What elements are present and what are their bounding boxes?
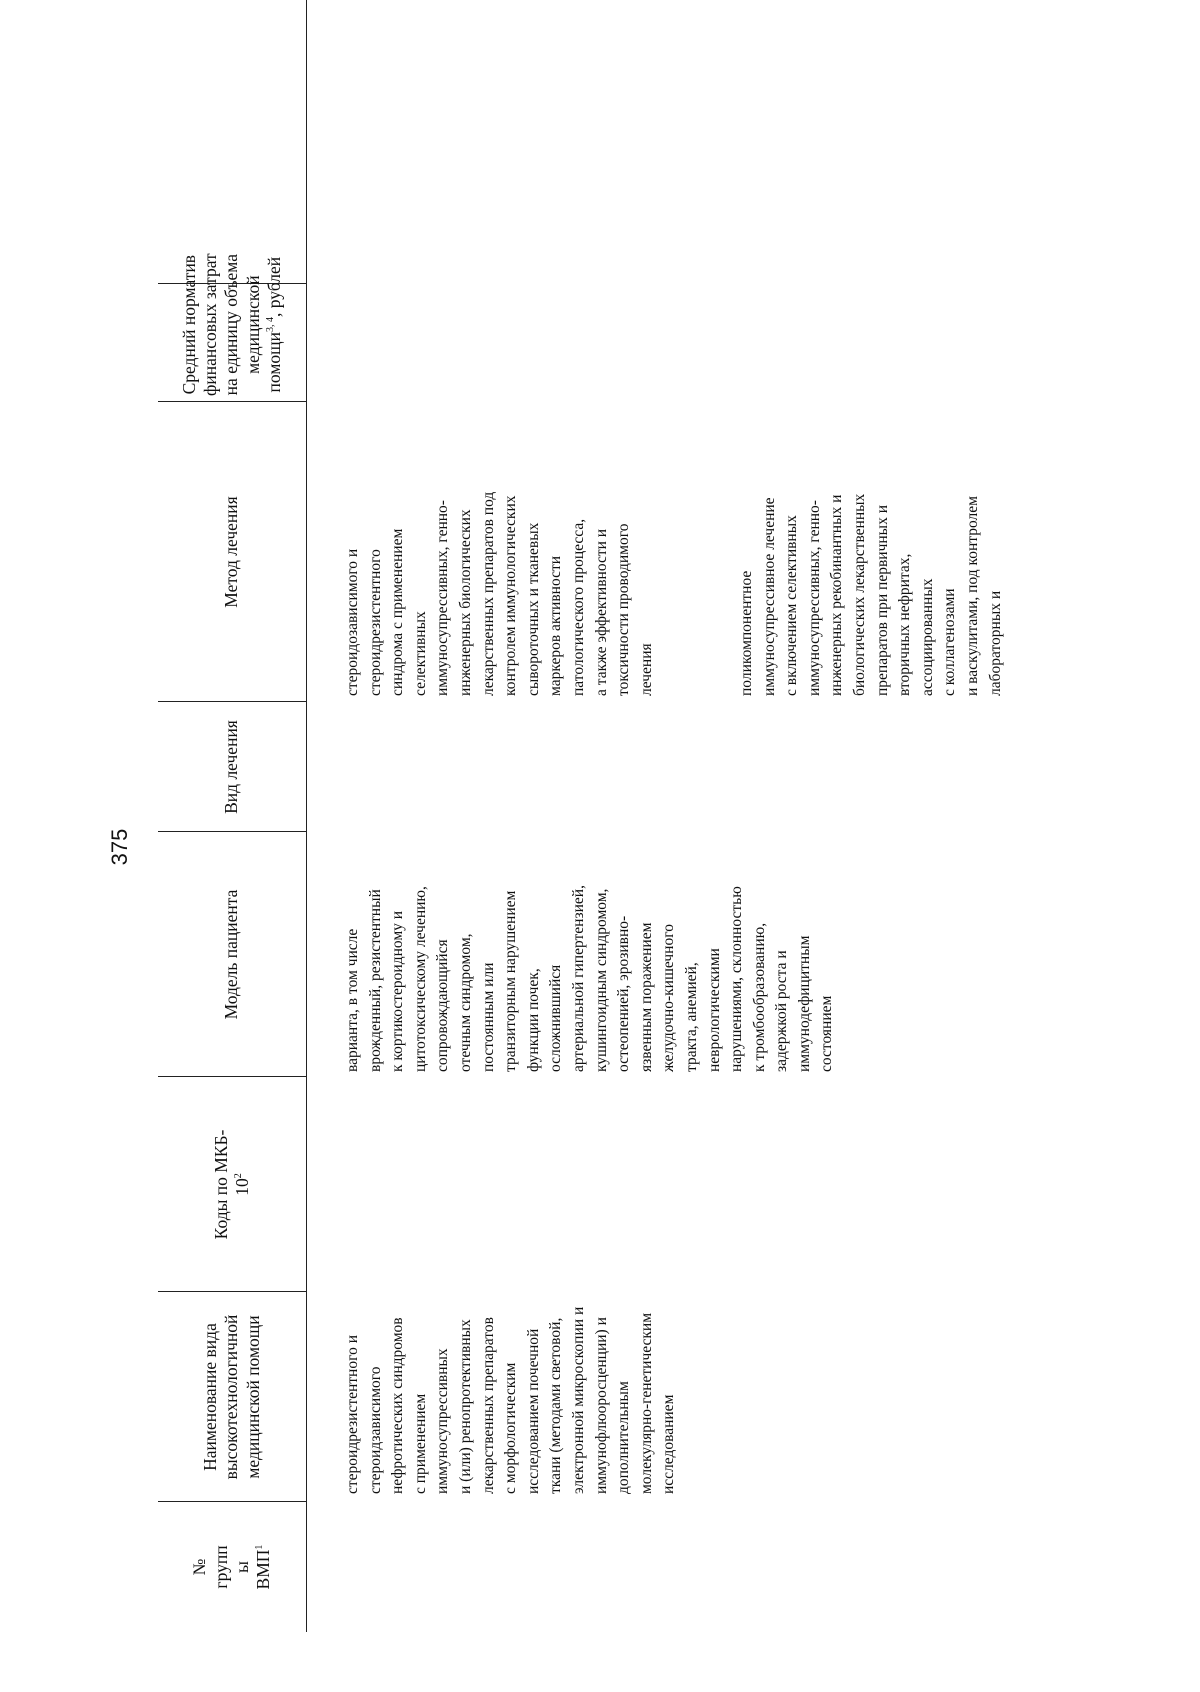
header-cost-text: Средний норматив финансовых затрат на единицу объема медицинской помощи: [178, 253, 285, 396]
header-name-text: Наименование вида высокотехнологичной медицинской помощи: [199, 1314, 263, 1480]
header-patient-model: [158, 832, 306, 1077]
header-treatment-type: [158, 702, 306, 832]
header-name: [158, 1292, 306, 1502]
header-patient-model-text: Модель пациента: [221, 889, 242, 1020]
header-cost-tail: , рублей: [264, 256, 285, 317]
header-treatment-type-text: Вид лечения: [221, 720, 242, 814]
header-bottom-line: [306, 0, 307, 1632]
header-group-no-text: № групп ы ВМП: [189, 1545, 274, 1590]
cell-name: стероидрезистентного и стероидзависимого нефротических синдромов с применением иммуносупрессивных и (или) ренопротективных лекарственных препаратов с морфологическим исследованием почечной ткани (методами световой, электронной микроскопии и иммунофлюоросценции) и дополнительным молекулярно-генетическим исследованием: [344, 1306, 678, 1494]
header-group-no-sup: 1: [254, 1544, 266, 1550]
header-group-no: [158, 1502, 306, 1632]
cell-method-2: поликомпонентное иммуносупрессивное лечение с включением селективных иммуносупрессивных, генно- инженерных рекобинантных и биологических лекарственных препаратов при первичных и вторичных нефритах, ассоциированных с коллагенозами и васкулитами, под контролем лабораторных и: [738, 493, 1004, 696]
header-treatment-method: [158, 402, 306, 702]
header-codes: [158, 1077, 306, 1292]
header-cost: [158, 206, 306, 402]
cell-method-1: стероидозависимого и стероидрезистентного синдрома с применением селективных иммуносупрессивных, генно- инженерных биологических лекарственных препаратов под контролем иммунологических сывороточных и тканевых маркеров активности патологического процесса, а также эффективности и токсичности проводимого лечения: [344, 491, 655, 696]
cell-patient-model: варианта, в том числе врожденный, резистентный к кортикостероидному и цитотоксическому лечению, сопровождающийся отечным синдромом, постоянным или транзиторным нарушением функции почек, осложнившийся артериальной гипертензией, кушингоидным синдромом, остеопенией, эрозивно- язвенным поражением желудочно-кишечного тракта, анемией, неврологическими нарушениями, склонностью к тромбообразованию, задержкой роста и иммунодефицитным состоянием: [344, 885, 836, 1072]
page-number: 375: [107, 828, 132, 866]
header-codes-text: Коды по МКБ- 10: [210, 1129, 252, 1240]
header-cost-sup: 3, 4: [265, 317, 277, 332]
header-treatment-method-text: Метод лечения: [221, 496, 242, 608]
header-codes-sup: 2: [233, 1173, 245, 1179]
